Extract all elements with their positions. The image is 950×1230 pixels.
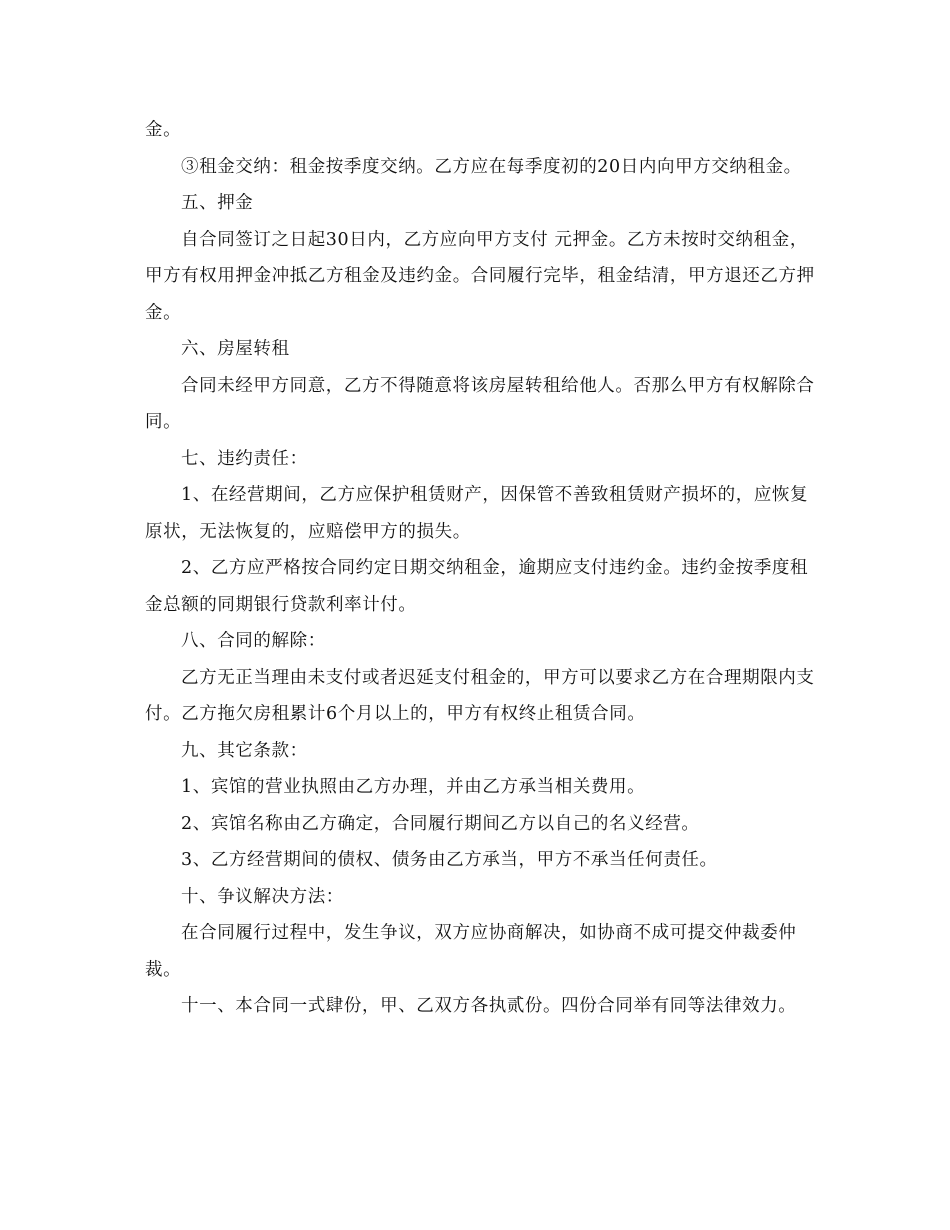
- paragraph-rent-payment: ③租金交纳：租金按季度交纳。乙方应在每季度初的20日内向甲方交纳租金。: [181, 156, 802, 177]
- paragraph-other-1: 1、宾馆的营业执照由乙方办理，并由乙方承当相关费用。: [181, 777, 646, 797]
- paragraph-copies-clause: 十一、本合同一式肆份，甲、乙双方各执贰份。四份合同举有同等法律效力。: [181, 996, 797, 1016]
- paragraph-dispute-resolution: 在合同履行过程中，发生争议，双方应协商解决，如协商不成可提交仲裁委仲裁。: [145, 923, 797, 980]
- paragraph-termination: 乙方无正当理由未支付或者迟延支付租金的，甲方可以要求乙方在合理期限内支付。乙方拖欠房租累计6个月以上的，甲方有权终止租赁合同。: [145, 667, 815, 724]
- paragraph-other-3: 3、乙方经营期间的债权、债务由乙方承当，甲方不承当任何责任。: [181, 850, 718, 870]
- heading-deposit: 五、押金: [181, 193, 254, 213]
- heading-termination: 八、合同的解除：: [181, 631, 326, 651]
- paragraph-deposit: 自合同签订之日起30日内，乙方应向甲方支付 元押金。乙方未按时交纳租金，甲方有权用押金冲抵乙方租金及违约金。合同履行完毕，租金结清，甲方退还乙方押金。: [145, 229, 815, 323]
- heading-breach-liability: 七、违约责任：: [181, 448, 308, 469]
- heading-sublease: 六、房屋转租: [181, 339, 290, 359]
- paragraph-breach-2: 2、乙方应严格按合同约定日期交纳租金，逾期应支付违约金。违约金按季度租金总额的同期银行贷款利率计付。: [145, 558, 809, 615]
- paragraph-sublease: 合同未经甲方同意，乙方不得随意将该房屋转租给他人。否那么甲方有权解除合同。: [145, 375, 815, 432]
- heading-dispute-resolution: 十、争议解决方法：: [181, 886, 344, 907]
- paragraph-rent-continuation: 金。: [145, 120, 182, 140]
- heading-other-terms: 九、其它条款：: [181, 740, 308, 761]
- paragraph-breach-1: 1、在经营期间，乙方应保护租赁财产，因保管不善致租赁财产损坏的，应恢复原状，无法恢复的，应赔偿甲方的损失。: [145, 485, 809, 542]
- document-body: [145, 112, 815, 1025]
- paragraph-other-2: 2、宾馆名称由乙方确定，合同履行期间乙方以自己的名义经营。: [181, 813, 700, 834]
